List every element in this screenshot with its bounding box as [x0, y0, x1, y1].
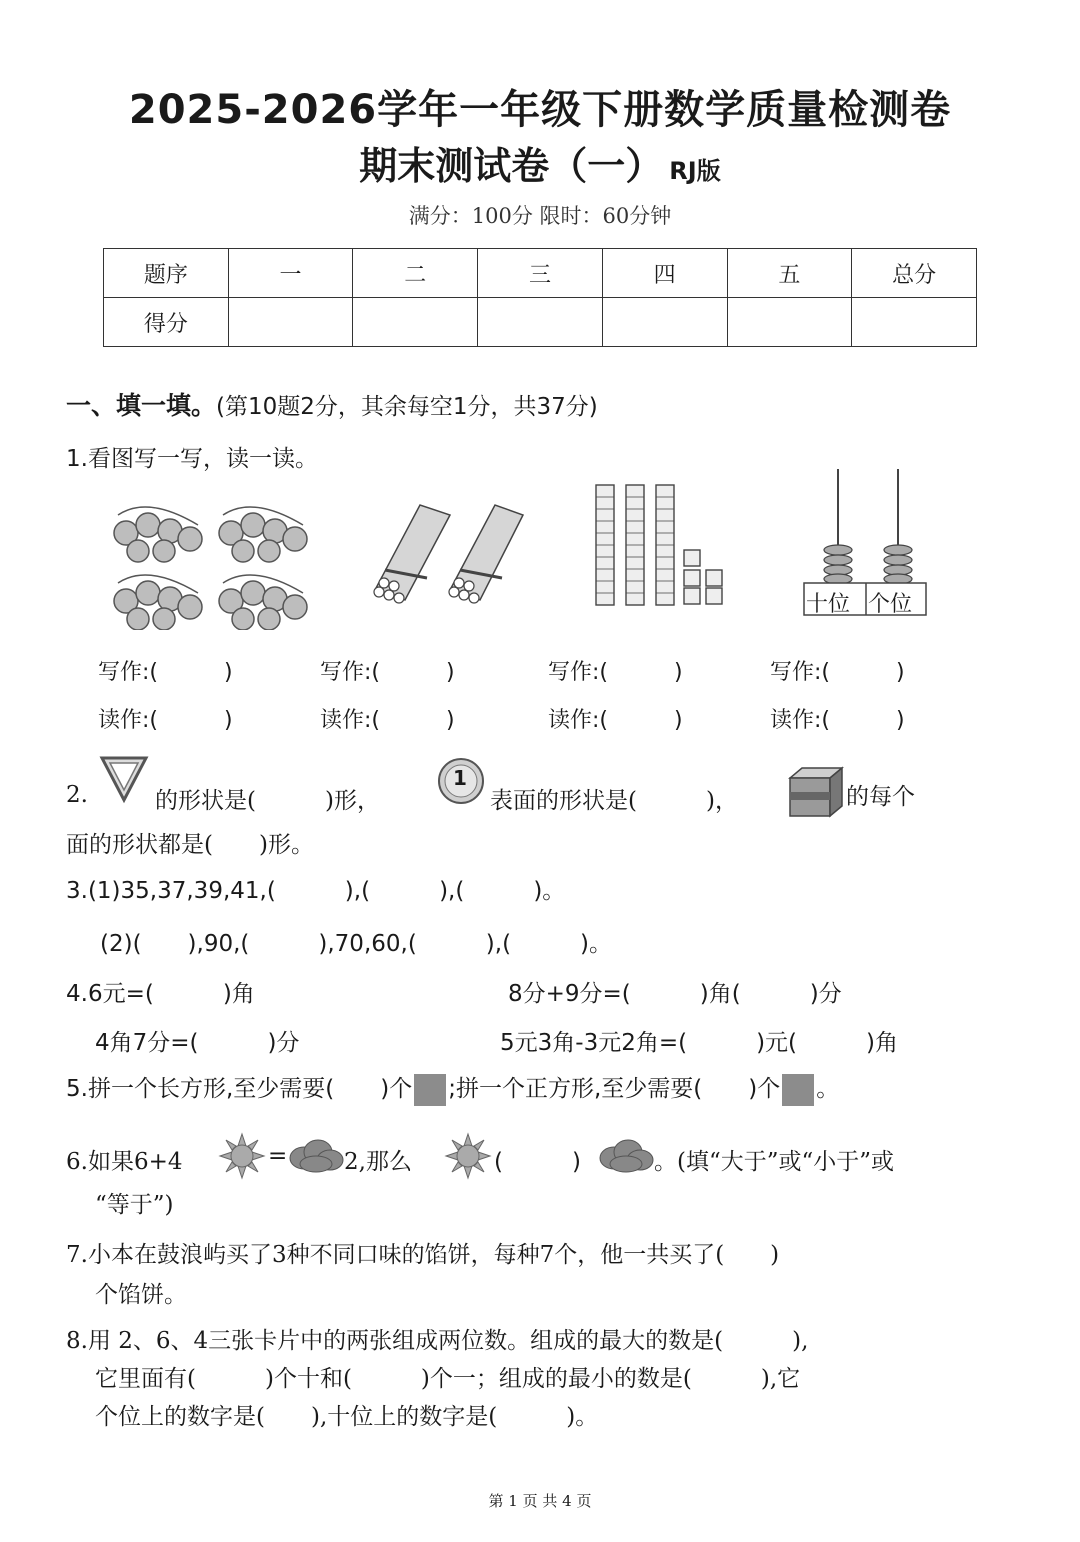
q1-write-answer-3[interactable]: 写作:( ) [548, 660, 683, 685]
q5-text-b: ;拼一个正方形,至少需要( )个 [448, 1076, 781, 1102]
stick-bundles-image [365, 500, 525, 610]
box-icon [788, 764, 844, 818]
exam-meta: 满分：100分 限时：60分钟 [408, 204, 672, 228]
square-tile-icon [414, 1074, 446, 1106]
q1-write-answer-4[interactable]: 写作:( ) [770, 660, 905, 685]
score-input-cell[interactable] [228, 298, 353, 347]
q1-text: 1.看图写一写，读一读。 [66, 446, 318, 472]
q7-line1: 7.小本在鼓浪屿买了3种不同口味的馅饼，每种7个，他一共买了( ) [66, 1242, 780, 1268]
score-table-header-row [104, 249, 977, 298]
cloud-icon [598, 1138, 654, 1174]
q1-read-answer-3[interactable]: 读作:( ) [548, 708, 683, 733]
sun-icon [444, 1132, 492, 1180]
score-input-cell[interactable] [602, 298, 727, 347]
coin-label: 1 [453, 766, 467, 790]
q5-line [66, 1070, 839, 1106]
q4-part-b: 8分+9分=( )角( )分 [508, 981, 842, 1007]
square-tile-icon [782, 1074, 814, 1106]
q2-text-c: 表面的形状是( )， [490, 788, 738, 814]
score-cell: 五 [727, 249, 852, 298]
cherries-image [108, 495, 318, 630]
q6-text-c: 2,那么 [344, 1149, 412, 1175]
score-cell: 四 [602, 249, 727, 298]
q5-text-a: 5.拼一个长方形,至少需要( )个 [66, 1076, 413, 1102]
q6-answer[interactable]: ( ) [494, 1149, 581, 1175]
q8-line1: 8.用 2、6、4三张卡片中的两张组成两位数。组成的最大的数是( ), [66, 1328, 809, 1354]
score-input-cell[interactable] [727, 298, 852, 347]
q6-text-e: 。(填“大于”或“小于”或 [654, 1149, 895, 1175]
score-input-cell[interactable] [852, 298, 977, 347]
score-input-cell[interactable] [353, 298, 478, 347]
triangle-icon [98, 754, 150, 804]
sun-icon [218, 1132, 266, 1180]
q6-text-f: “等于”) [95, 1192, 174, 1218]
q1-write-answer-1[interactable]: 写作:( ) [98, 660, 233, 685]
score-cell: 三 [478, 249, 603, 298]
score-input-cell[interactable] [478, 298, 603, 347]
q2-number: 2. [66, 782, 88, 808]
score-cell: 总分 [852, 249, 977, 298]
edition-label: RJ版 [669, 157, 721, 185]
page-footer: 第 1 页 共 4 页 [488, 1492, 592, 1510]
score-label: 得分 [104, 298, 229, 347]
q2-text-b: 的形状是( )形， [155, 788, 380, 814]
subtitle-text: 期末测试卷（一） [359, 144, 664, 188]
score-cell: 一 [228, 249, 353, 298]
q2-text-d: 的每个 [846, 784, 915, 810]
q3-line1: 3.(1)35,37,39,41,( ),( ),( )。 [66, 878, 566, 904]
q7-line2: 个馅饼。 [95, 1282, 187, 1308]
score-table [103, 248, 977, 347]
score-cell: 题序 [104, 249, 229, 298]
q4-part-a: 4.6元=( )角 [66, 981, 255, 1007]
q1-read-answer-1[interactable]: 读作:( ) [98, 708, 233, 733]
score-table-score-row [104, 298, 977, 347]
abacus-tens-label: 十位 [806, 592, 851, 617]
base-ten-blocks-image [594, 480, 734, 610]
q4-part-c: 4角7分=( )分 [95, 1030, 300, 1056]
cloud-icon [288, 1138, 344, 1174]
section-note: (第10题2分，其余每空1分，共37分) [216, 394, 598, 420]
exam-subtitle [0, 135, 1080, 190]
q3-line2: (2)( ),90,( ),70,60,( ),( )。 [100, 931, 613, 957]
q8-line3: 个位上的数字是( ),十位上的数字是( )。 [95, 1404, 599, 1430]
score-cell: 二 [353, 249, 478, 298]
q2-text-e: 面的形状都是( )形。 [66, 832, 314, 858]
q4-part-d: 5元3角-3元2角=( )元( )角 [500, 1030, 898, 1056]
section-heading [66, 386, 598, 422]
section-title: 一、填一填。 [66, 391, 217, 420]
q5-text-c: 。 [816, 1076, 840, 1102]
q8-line2: 它里面有( )个十和( )个一；组成的最小的数是( ),它 [95, 1366, 801, 1392]
q1-read-answer-4[interactable]: 读作:( ) [770, 708, 905, 733]
q6-text-a: 6.如果6+4 [66, 1149, 183, 1175]
q6-text-b: = [268, 1143, 288, 1169]
exam-title: 2025-2026学年一年级下册数学质量检测卷 [128, 87, 952, 133]
abacus-ones-label: 个位 [868, 592, 913, 617]
q1-read-answer-2[interactable]: 读作:( ) [320, 708, 455, 733]
q1-write-answer-2[interactable]: 写作:( ) [320, 660, 455, 685]
